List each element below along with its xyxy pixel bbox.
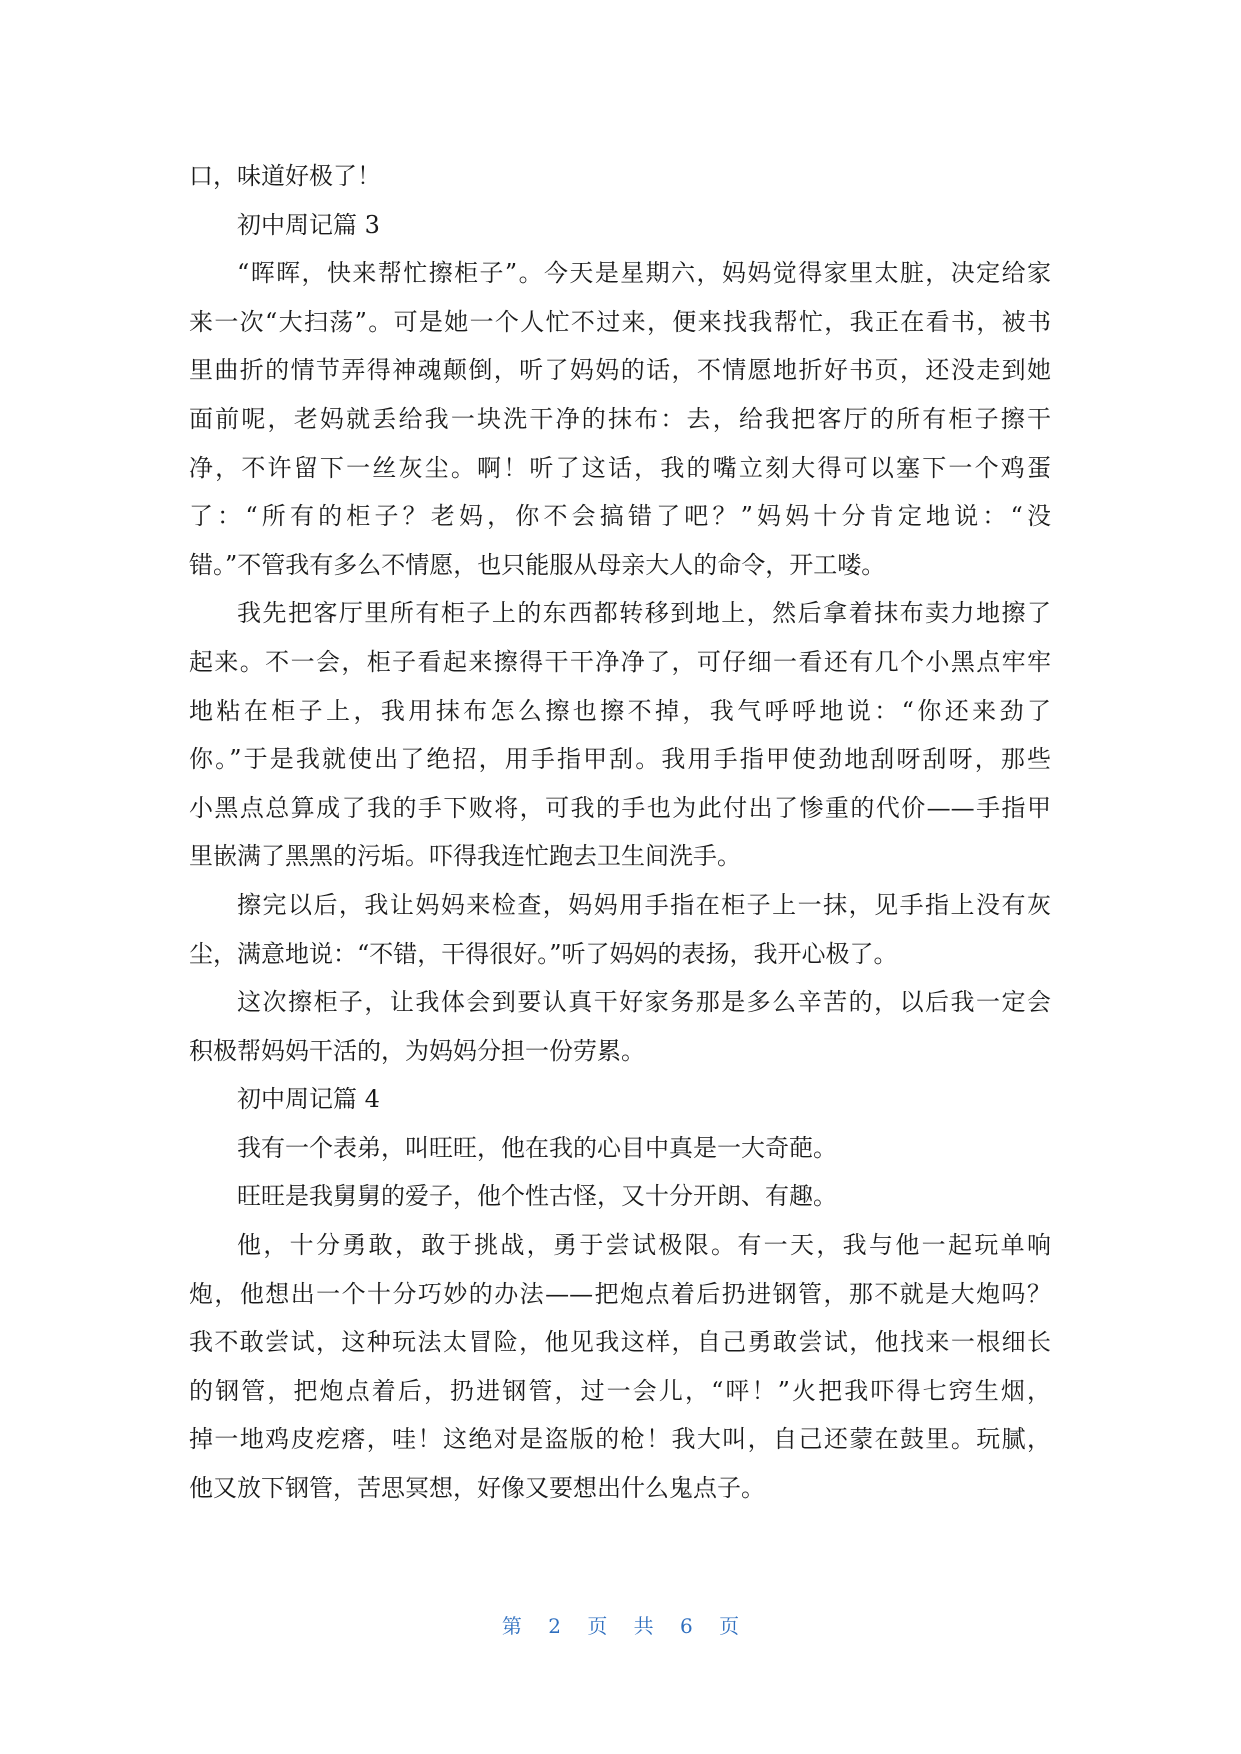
text-line: 净，不许留下一丝灰尘。啊！听了这话，我的嘴立刻大得可以塞下一个鸡蛋 <box>189 453 1051 482</box>
text-line: 我先把客厅里所有柜子上的东西都转移到地上，然后拿着抹布卖力地擦了 <box>237 599 1051 628</box>
text-line: 我有一个表弟，叫旺旺，他在我的心目中真是一大奇葩。 <box>237 1133 837 1162</box>
text-line: 口，味道好极了！ <box>189 162 381 190</box>
document-body <box>189 152 1051 1513</box>
text-line: 里曲折的情节弄得神魂颠倒，听了妈妈的话，不情愿地折好书页，还没走到她 <box>189 356 1051 385</box>
text-line: 我不敢尝试，这种玩法太冒险，他见我这样，自己勇敢尝试，他找来一根细长 <box>189 1328 1051 1357</box>
page-footer <box>0 1610 1241 1639</box>
text-line: 积极帮妈妈干活的，为妈妈分担一份劳累。 <box>189 1036 645 1065</box>
text-line: 面前呢，老妈就丢给我一块洗干净的抹布：去，给我把客厅的所有柜子擦干 <box>189 404 1051 433</box>
text-line: 小黑点总算成了我的手下败将，可我的手也为此付出了惨重的代价——手指甲 <box>189 793 1051 822</box>
text-line: 他，十分勇敢，敢于挑战，勇于尝试极限。有一天，我与他一起玩单响 <box>237 1231 1051 1260</box>
text-line: 初中周记篇 3 <box>237 210 380 239</box>
text-line: 旺旺是我舅舅的爱子，他个性古怪，又十分开朗、有趣。 <box>237 1182 837 1211</box>
text-line: 里嵌满了黑黑的污垢。吓得我连忙跑去卫生间洗手。 <box>189 842 741 871</box>
footer-ye2: 页 <box>719 1614 740 1638</box>
footer-di: 第 <box>501 1614 522 1638</box>
text-line: “晖晖，快来帮忙擦柜子”。今天是星期六，妈妈觉得家里太脏，决定给家 <box>237 259 1051 288</box>
text-line: 初中周记篇 4 <box>237 1085 380 1114</box>
footer-gong: 共 <box>633 1614 654 1638</box>
text-line: 的钢管，把炮点着后，扔进钢管，过一会儿，“呯！”火把我吓得七窍生烟， <box>189 1376 1051 1405</box>
text-line: 尘，满意地说：“不错，干得很好。”听了妈妈的表扬，我开心极了。 <box>189 939 898 968</box>
text-line: 掉一地鸡皮疙瘩，哇！这绝对是盗版的枪！我大叫，自己还蒙在鼓里。玩腻， <box>189 1425 1051 1454</box>
footer-total-pages: 6 <box>680 1614 693 1638</box>
text-line: 了：“所有的柜子？老妈，你不会搞错了吧？”妈妈十分肯定地说：“没 <box>189 502 1051 531</box>
text-line: 炮，他想出一个十分巧妙的办法——把炮点着后扔进钢管，那不就是大炮吗？ <box>189 1279 1051 1308</box>
text-line: 起来。不一会，柜子看起来擦得干干净净了，可仔细一看还有几个小黑点牢牢 <box>189 647 1051 676</box>
text-line: 你。”于是我就使出了绝招，用手指甲刮。我用手指甲使劲地刮呀刮呀，那些 <box>189 745 1051 774</box>
text-line: 地粘在柜子上，我用抹布怎么擦也擦不掉，我气呼呼地说：“你还来劲了 <box>189 696 1051 725</box>
text-line: 这次擦柜子，让我体会到要认真干好家务那是多么辛苦的，以后我一定会 <box>237 988 1051 1017</box>
footer-ye: 页 <box>587 1614 608 1638</box>
text-line: 他又放下钢管，苦思冥想，好像又要想出什么鬼点子。 <box>189 1474 765 1503</box>
text-line: 错。”不管我有多么不情愿，也只能服从母亲大人的命令，开工喽。 <box>189 550 886 579</box>
text-line: 来一次“大扫荡”。可是她一个人忙不过来，便来找我帮忙，我正在看书，被书 <box>189 307 1051 336</box>
footer-current-page: 2 <box>548 1614 561 1638</box>
text-line: 擦完以后，我让妈妈来检查，妈妈用手指在柜子上一抹，见手指上没有灰 <box>237 890 1051 919</box>
